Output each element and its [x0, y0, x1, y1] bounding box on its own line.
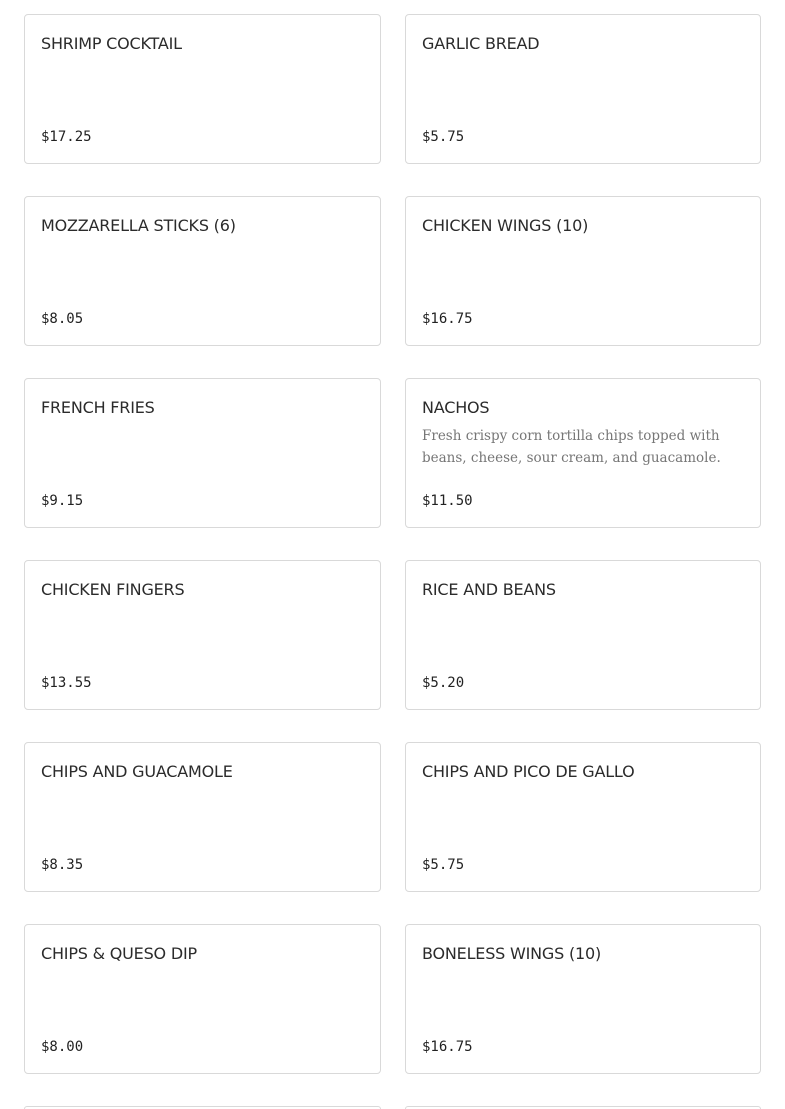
item-name: CHIPS AND GUACAMOLE: [41, 762, 233, 781]
item-name: CHIPS AND PICO DE GALLO: [422, 762, 635, 781]
menu-item-card[interactable]: [405, 560, 761, 710]
menu-item-card[interactable]: [24, 560, 381, 710]
item-price: $5.75: [422, 129, 465, 145]
menu-item-card[interactable]: [24, 14, 381, 164]
item-price: $8.05: [41, 311, 84, 327]
item-price: $5.20: [422, 675, 465, 691]
menu-item-card[interactable]: [405, 14, 761, 164]
menu-item-grid: [24, 14, 761, 1109]
item-price: $5.75: [422, 857, 465, 873]
item-name: SHRIMP COCKTAIL: [41, 34, 182, 53]
menu-item-card[interactable]: [405, 378, 761, 528]
menu-item-card[interactable]: [24, 924, 381, 1074]
menu-item-card[interactable]: [24, 378, 381, 528]
item-price: $17.25: [41, 129, 92, 145]
item-name: CHICKEN WINGS (10): [422, 216, 589, 235]
item-price: $16.75: [422, 311, 473, 327]
item-price: $13.55: [41, 675, 92, 691]
item-name: CHICKEN FINGERS: [41, 580, 185, 599]
item-name: NACHOS: [422, 398, 490, 417]
menu-item-card[interactable]: [24, 196, 381, 346]
item-name: CHIPS & QUESO DIP: [41, 944, 197, 963]
item-price: $16.75: [422, 1039, 473, 1055]
item-price: $9.15: [41, 493, 84, 509]
menu-item-card[interactable]: [405, 924, 761, 1074]
menu-item-card[interactable]: [405, 742, 761, 892]
menu-item-card[interactable]: [24, 742, 381, 892]
item-name: FRENCH FRIES: [41, 398, 155, 417]
item-name: GARLIC BREAD: [422, 34, 540, 53]
item-price: $8.35: [41, 857, 84, 873]
item-name: RICE AND BEANS: [422, 580, 556, 599]
item-price: $8.00: [41, 1039, 84, 1055]
item-description: Fresh crispy corn tortilla chips topped with beans, cheese, sour cream, and guacamole.: [422, 428, 721, 466]
item-name: BONELESS WINGS (10): [422, 944, 601, 963]
item-price: $11.50: [422, 493, 473, 509]
menu-item-card[interactable]: [405, 196, 761, 346]
item-name: MOZZARELLA STICKS (6): [41, 216, 236, 235]
